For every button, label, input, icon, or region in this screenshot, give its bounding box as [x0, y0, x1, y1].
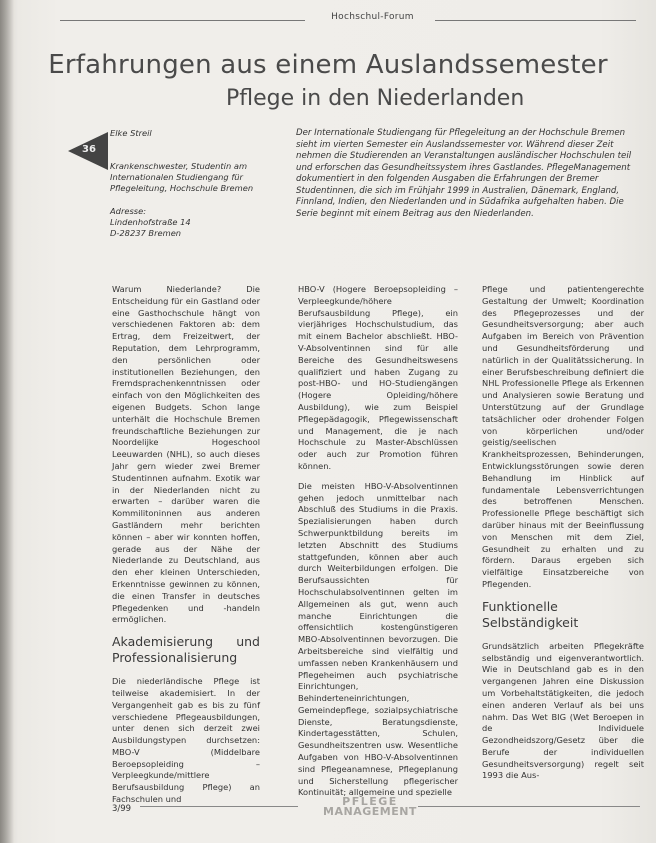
paragraph: Die niederländische Pflege ist teilweise akademisiert. In der Vergangenheit gab es bis zu fünf verschiedene Pflegeausbildungen, unter denen sich derzeit zwei Ausbildungstypen durchsetzen: MBO-V (Middelbare Beroepsopleiding – Verpleegkunde/mittlere Berufsausbildung Pflege) an Fachschulen und: [112, 676, 260, 805]
paragraph: Warum Niederlande? Die Entscheidung für ein Gastland oder eine Gasthochschule hängt von verschiedenen Faktoren ab: dem Ertrag, dem Freizeitwert, der Reputation, dem Lehrprogramm, den persönlichen oder institutionellen Beziehungen, den Fremdsprachenkenntnissen oder einfach von den Möglichkeiten des eigenen Budgets. Schon lange unterhält die Hochschule Bremen freundschaftliche Beziehungen zur Noordelijke Hogeschool Leeuwarden (NHL), so auch dieses Jahr gern wieder zwei Bremer Studentinnen aufnahm. Exotik war in der Niederlanden nicht zu erwarten – darüber waren die Kommilitoninnen aus anderen Gastländern mehr berichten können – aber wir konnten hoffen, gerade aus der Nähe der Niederlande zu Deutschland, aus den eher kleinen Unterschieden, Erkenntnisse gewinnen zu können, die einen Transfer in deutsches Pflegedenken und -handeln ermöglichen.: [112, 284, 260, 625]
logo-top-text: PFLEGE: [342, 795, 398, 808]
author-address-label: Adresse:: [110, 206, 147, 216]
section-heading: Funktionelle Selbständigkeit: [482, 598, 579, 630]
running-head-rule-left: [60, 20, 305, 21]
article-title: Erfahrungen aus einem Auslandssemester: [48, 50, 608, 80]
article-intro: Der Internationale Studiengang für Pflegeleitung an der Hochschule Bremen sieht im vierten Semester ein Auslandssemester vor. Während dieser Zeit nehmen die Studierenden an Veranstaltungen ausländischer Hochschulen teil und erforschen das Gesundheitssystem ihres Gastlandes. PflegeManagement dokumentiert in den folgenden Ausgaben die Erfahrungen der Bremer Studentinnen, die sich im Frühjahr 1999 in Australien, Dänemark, England, Finnland, Indien, den Niederlanden und in Südafrika aufgehalten haben. Die Serie beginnt mit einem Beitrag aus den Niederlanden.: [296, 128, 632, 219]
running-head-rule-right: [435, 20, 636, 21]
magazine-logo: [322, 797, 418, 817]
page-number: 36: [82, 144, 96, 155]
issue-number: 3/99: [112, 804, 132, 814]
section-heading: Akademisierung und Professionalisierung: [112, 634, 260, 666]
author-info: [110, 128, 270, 239]
footer-rule-left: [140, 806, 298, 807]
author-name: Elke Streil: [110, 128, 152, 138]
author-role: Krankenschwester, Studentin am Internationalen Studiengang für Pflegeleitung, Hochschule Bremen: [110, 161, 254, 193]
running-head: [60, 12, 636, 26]
page-number-marker: [68, 132, 112, 170]
logo-bottom-text: MANAGEMENT: [323, 805, 417, 818]
running-head-text: Hochschul-Forum: [331, 12, 414, 22]
body-column-2: [298, 284, 458, 807]
page-binding-shadow: [0, 0, 14, 843]
paragraph: Pflege und patientengerechte Gestaltung der Umwelt; Koordination des Pflegeprozesses und der Gesundheitsversorgung; aber auch Aufgaben im Bereich von Prävention und Gesundheitsförderung und natürlich in der Qualitätssicherung. In einer Berufsbeschreibung definiert die NHL Professionelle Pflege als Erkennen und Analysieren sowie Beratung und Unterstützung auf der Grundlage tatsächlicher oder drohender Folgen von körperlichen und/oder geistig/seelischen Krankheitsprozessen, Behinderungen, Entwicklungsstörungen sowie deren Behandlung im Hinblick auf fundamentale Lebensverrichtungen des betroffenen Menschen. Professionelle Pflege beschäftigt sich darüber hinaus mit der Beeinflussung von Menschen mit dem Ziel, Gesundheit zu erhalten und zu fördern. Daraus ergeben sich vielfältige Einsatzbereiche von Pflegenden.: [482, 284, 644, 589]
article-subtitle: Pflege in den Niederlanden: [226, 86, 525, 111]
body-column-3: [482, 284, 644, 790]
body-column-1: [112, 284, 260, 814]
paragraph: HBO-V (Hogere Beroepsopleiding – Verpleegkunde/höhere Berufsausbildung Pflege), ein vierjähriges Hochschulstudium, das mit einem Bachelor abschließt. HBO-V-Absolventinnen sind für alle Bereiche des Gesundheitswesens qualifiziert und haben Zugang zu post-HBO- und HO-Studiengängen (Hogere Opleiding/höhere Ausbildung), wie zum Beispiel Pflegepädagogik, Pflegewissenschaft und Management, die je nach Hochschule zu Master-Abschlüssen oder auch zur Promotion führen können.: [298, 284, 458, 471]
author-address-street: Lindenhofstraße 14: [110, 217, 191, 227]
paragraph: Die meisten HBO-V-Absolventinnen gehen jedoch unmittelbar nach Abschluß des Studiums in die Praxis. Spezialisierungen haben durch Schwerpunktbildung bereits im letzten Abschnitt des Studiums stattgefunden, können aber auch durch Weiterbildungen erfolgen. Die Berufsaussichten für Hochschulabsolventinnen gelten im Allgemeinen als gut, wenn auch manche Einrichtungen die offensichtlich kostengünstigeren MBO-Absolventinnen bevorzugen. Die Arbeitsbereiche sind vielfältig und umfassen neben Krankenhäusern und Pflegeheimen auch psychiatrische Einrichtungen, Behinderteneinrichtungen, Gemeindepflege, sozialpsychiatrische Dienste, Beratungsdienste, Kindertagesstätten, Schulen, Gesundheitszentren usw. Wesentliche Aufgaben von HBO-V-Absolventinnen sind Pflegeanamnese, Pflegeplanung und Sicherstellung pflegerischer Kontinuität; allgemeine und spezielle: [298, 480, 458, 798]
footer-rule-right: [418, 806, 640, 807]
author-address-city: D-28237 Bremen: [110, 228, 182, 238]
paragraph: Grundsätzlich arbeiten Pflegekräfte selbständig und eigenverantwortlich. Wie in Deutschland gab es in den vergangenen Jahren eine Diskussion um Vorbehaltstätigkeiten, die jedoch einen anderen Verlauf als bei uns nahm. Das Wet BIG (Wet Beroepen in de Individuele Gezondheidszorg/Gesetz über die Berufe der individuellen Gesundheitsversorgung) regelt seit 1993 die Aus-: [482, 640, 644, 781]
